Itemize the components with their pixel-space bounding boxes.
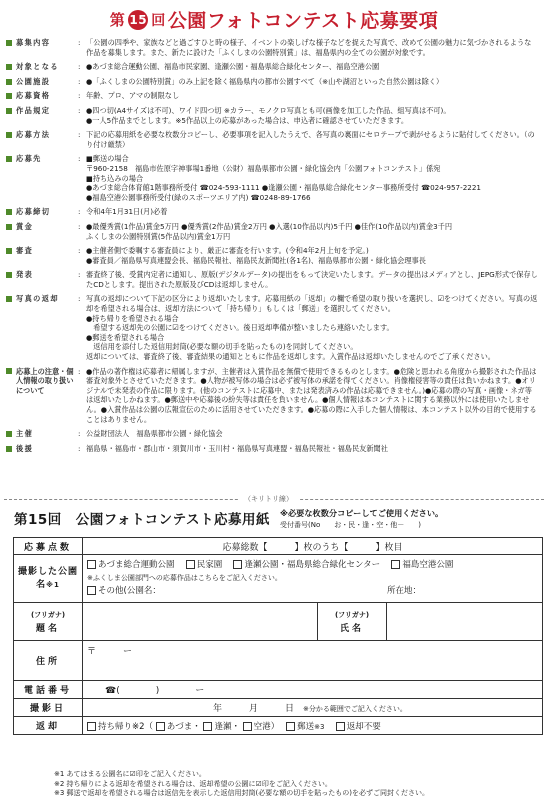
requirement-line: ●持ち帰りを希望される場合 [86,313,179,323]
requirement-row: 応募先 : ■郵送の場合 〒960-2158 福島市佐原字神事場1番地（公財）福島県都市公園・緑化協会内「公園フォトコンテスト」係宛 ■持ち込みの場合 ●あづま総合体育館1階事務所受付 ☎024-593-1111 ●逢瀬公園・福島県総合緑化センター事務所受付 ☎024-957-2221 ●福島空港公園事務所受付(緑のスポーツエリア内) ☎0248-89-1766 [6,154,548,202]
checkbox[interactable] [243,722,252,731]
requirement-content [86,77,538,87]
date-field[interactable]: 年 月 日 ※分かる範囲でご記入ください。 [83,699,543,717]
park-option[interactable]: 民家園 [186,560,223,570]
requirement-content [86,38,538,57]
requirement-label: 募集内容 [16,38,51,47]
requirement-line: ●あづま総合体育館1階事務所受付 ☎024-593-1111 ●逢瀬公園・福島県総合緑化センター事務所受付 ☎024-957-2221 [86,183,481,193]
park-option[interactable]: あづま総合運動公園 [87,560,175,570]
bullet-icon [6,446,12,452]
requirement-row: 作品規定 : ●四つ切(A4サイズは不可)、ワイド四つ切 ※カラー、モノクロ写真とも可(画像を加工した作品、組写真は不可)。 ●一人5作品までとします。※5作品以上の応募があった場合は、申込者に確認させていただきます。 [6,106,548,125]
form-title: 第15回 公園フォトコンテスト応募用紙 [14,512,271,528]
title-label: (フリガナ) 題名 [14,603,83,641]
requirement-row: 応募方法 : 下記の応募用紙を必要な枚数分コピーし、必要事項を記入したうえで、各写真の裏面にセロテープで剥がせるように貼付してください。（のり付け厳禁） [6,130,548,149]
requirement-content [86,130,538,149]
checkbox[interactable] [87,722,96,731]
requirement-line: ●福島空港公園事務所受付(緑のスポーツエリア内) ☎0248-89-1766 [86,192,311,202]
date-label: 撮影日 [14,699,83,717]
park-hint: ※ふくしま公園部門への応募作品はこちらをご記入ください。 [87,574,282,582]
return-pickup[interactable]: 持ち帰り※2 [87,722,145,732]
requirement-label: 応募方法 [16,130,51,140]
checkbox[interactable] [391,560,400,569]
requirement-line: ●一人5作品までとします。※5作品以上の応募があった場合は、申込者に確認させていただきます。 [86,115,409,125]
requirement-content [86,154,538,202]
requirement-line: 〒960-2158 福島市佐原字神事場1番地（公財）福島県都市公園・緑化協会内「公園フォトコンテスト」係宛 [86,163,441,173]
requirement-content [86,207,538,217]
return-mail[interactable]: 郵送※3 [286,722,324,732]
checkbox[interactable] [156,722,165,731]
count-field[interactable]: 応募総数【 】枚のうち【 】枚目 [83,538,543,555]
requirement-label: 主催 [16,429,34,439]
requirement-content [86,294,538,361]
count-label: 応募点数 [14,538,83,555]
requirement-line: 年齢、プロ、アマの制限なし [86,91,180,101]
footnotes [54,770,534,799]
requirement-label: 審査 [16,246,34,256]
cut-line [0,494,548,504]
requirement-label: 応募上の注意・個人情報の取り扱いについて [16,366,74,395]
page-title: 第 15 回 公園フォトコンテスト応募要項 [109,10,439,32]
requirement-line: 返信用を添付した返信用封筒(必要な額の切手を貼ったもの)を同封してください。 [86,342,358,352]
copy-note: ※必要な枚数分コピーしてご使用ください。 [280,508,444,518]
checkbox[interactable] [87,560,96,569]
requirement-content [86,429,538,439]
park-label: 撮影した公園名※1 [14,555,83,603]
edition-badge: 15 [128,10,148,30]
requirement-row: 募集内容 : 「公園の四季や、家族などと過ごすひと時の様子、イベントの楽しげな様子などを捉えた写真で、改めて公園の魅力に気づかされるような作品を募集します。また、新たに設けた「ふくしまの公園特別賞」は、福島県内の全ての公園が対象です。 [6,38,548,57]
return-opt[interactable]: 逢瀬 [203,722,231,732]
requirement-content [86,246,538,265]
form-header [14,508,544,530]
checkbox[interactable] [286,722,295,731]
bullet-icon [6,132,12,138]
footnote: ※3 郵送で返却を希望される場合は返信先を表示した返信用封筒(必要な額の切手を貼ったもの)を必ずご同封ください。 [54,789,430,797]
requirement-line: 福島県・福島市・郡山市・須賀川市・玉川村・福島県写真連盟・福島民報社・福島民友新聞社 [86,443,388,453]
requirement-label: 写真の返却 [16,294,59,304]
bullet-icon [6,248,12,254]
requirement-row: 応募資格 : 年齢、プロ、アマの制限なし [6,91,548,101]
requirement-content [86,270,538,289]
requirements-list [0,38,548,458]
checkbox[interactable] [87,586,96,595]
checkbox[interactable] [186,560,195,569]
name-label: (フリガナ) 氏名 [318,603,387,641]
requirement-content [86,444,538,454]
return-none[interactable]: 返却不要 [336,722,381,732]
requirement-label: 賞金 [16,221,34,231]
bullet-icon [6,209,12,215]
receipt-number: 受付番号(No お・民・逢・空・他－ ) [280,521,422,529]
bullet-icon [6,108,12,114]
requirement-row: 発表 : 審査終了後、受賞内定者に通知し、原版(デジタルデータ)の提出をもって決定いたします。データの提出はメディアとし、JEPG形式で保存したCDとします。提出された原版及びCDは返却しません。 [6,270,548,289]
requirement-line: 返却については、審査終了後、審査結果の通知とともに作品を返却します。入賞作品は返却いたしませんのでご了承ください。 [86,352,495,362]
requirement-line: 希望する返却先の公園に☑をつけてください。後日返却準備が整いましたら連絡いたします。 [86,323,394,333]
phone-field[interactable]: ☎( ) ー [83,681,543,699]
requirement-label: 後援 [16,443,34,453]
cut-line-label: （キリトリ線） [238,494,299,504]
application-form: 応募点数 応募総数【 】枚のうち【 】枚目 撮影した公園名※1 あづま総合運動公園 民家園 逢瀬公園・福島県総合緑化センター 福島空港公園 ※ふくしま公園部門への応募作品はこちらをご記入ください。 その他(公園名： 所在地： (フリガナ) 題名 (フリガナ) 氏名 住所 〒 ー 電話番号 ☎( ) ー 撮影日 年 月 日 ※分かる範囲でご記入ください。 返却 持ち帰り※2（ あづま・ 逢瀬・ 空港） 郵送※3 返却不要 [13,537,543,735]
requirement-line: ●あづま総合運動公園、福島市民家園、逢瀬公園・福島県総合緑化センター、福島空港公園 [86,62,380,72]
requirement-line: ●最優秀賞(1作品)賞金5万円 ●優秀賞(2作品)賞金2万円 ●入選(10作品以内)5千円 ●佳作(10作品以内)賞金3千円 [86,221,453,231]
requirement-content [86,367,538,425]
requirement-content [86,106,538,125]
bullet-icon [6,431,12,437]
requirement-row: 写真の返却 : 写真の返却について下記の区分により返却いたします。応募用紙の「返却」の欄で希望の取り扱いを選択し、☑をつけてください。写真の返却を希望される場合は、返却方法について「持ち帰り」もしくは「郵送」を選択してください。 ●持ち帰りを希望される場合 希望する返却先の公園に☑をつけてください。後日返却準備が整いましたら連絡いたします。 ●郵送を希望される場合 返信用を添付した返信用封筒(必要な額の切手を貼ったもの)を同封してください。 返却については、審査終了後、審査結果の通知とともに作品を返却します。入賞作品は返却いたしませんのでご了承ください。 [6,294,548,361]
requirement-row: 賞金 : ●最優秀賞(1作品)賞金5万円 ●優秀賞(2作品)賞金2万円 ●入選(10作品以内)5千円 ●佳作(10作品以内)賞金3千円 ふくしまの公園特別賞(5作品以内)賞金1万円 [6,222,548,241]
requirement-label: 応募締切 [16,207,51,217]
footnote: ※2 持ち帰りによる返却を希望される場合は、返却希望の公園に☑印をご記入ください。 [54,779,332,788]
bullet-icon [6,93,12,99]
requirement-line: ふくしまの公園特別賞(5作品以内)賞金1万円 [86,231,231,241]
checkbox[interactable] [233,560,242,569]
requirement-row: 主催 : 公益財団法人 福島県都市公園・緑化協会 [6,429,548,439]
park-option[interactable]: 福島空港公園 [391,560,453,570]
address-label: 住所 [14,641,83,681]
bullet-icon [6,64,12,70]
bullet-icon [6,156,12,162]
park-other[interactable]: その他(公園名： [87,585,387,598]
requirement-line: ●「ふくしまの公園特別賞」のみ上記を除く福島県内の都市公園すべて（※山や湖沼といった自然公園は除く） [86,76,444,86]
requirement-row: 対象となる : ●あづま総合運動公園、福島市民家園、逢瀬公園・福島県総合緑化センター、福島空港公園 [6,62,548,72]
requirement-line: 令和4年1月31日(月)必着 [86,207,168,217]
bullet-icon [6,224,12,230]
return-opt[interactable]: 空港 [243,722,271,732]
title-field[interactable] [83,603,318,641]
requirement-line: ●審査員／福島県写真連盟会長、福島民報社、福島民友新聞社(各1名)、福島県都市公園・緑化協会理事長 [86,255,426,265]
requirement-row: 応募上の注意・個人情報の取り扱いについて : ●作品の著作権は応募者に帰属しますが、主催者は入賞作品を無償で使用できるものとします。●危険と思われる角度から撮影された作品は審査対象外とさせていただきます。●人物が被写体の場合は必ず被写体の承諾を得てください。肖像権侵害等の責任は負いかねます。●オリジナルで未発表の作品に限ります。(他のコンテストに応募中、または発表済みの作品は応募できません。)●応募の際の写真・画像・ネガ等は返却いたしかねます。●郵送中や応募後の紛失等は責任を負いません。●個人情報は本コンテストに関する業務以外には使用いたしません。●入賞作品は公園の広報宣伝のために活用させていただきます。●応募の際に入手した個人情報は、本コンテスト以外の目的で使用することはありません。 [6,367,548,425]
requirement-row: 後援 : 福島県・福島市・郡山市・須賀川市・玉川村・福島県写真連盟・福島民報社・福島民友新聞社 [6,444,548,454]
requirement-label: 発表 [16,270,34,280]
checkbox[interactable] [203,722,212,731]
requirement-line: 下記の応募用紙を必要な枚数分コピーし、必要事項を記入したうえで、各写真の裏面にセロテープで剥がせるように貼付してください。（のり付け厳禁） [86,130,535,149]
requirement-content [86,62,538,72]
requirement-line: 写真の返却について下記の区分により返却いたします。応募用紙の「返却」の欄で希望の取り扱いを選択し、☑をつけてください。写真の返却を希望される場合は、返却方法について「持ち帰り」もしくは「郵送」を選択してください。 [86,294,538,314]
name-field[interactable] [387,603,543,641]
requirement-line: ■持ち込みの場合 [86,173,144,183]
requirement-line: 審査終了後、受賞内定者に通知し、原版(デジタルデータ)の提出をもって決定いたします。データの提出はメディアとし、JEPG形式で保存したCDとします。提出された原版及びCDは返却しません。 [86,270,538,289]
requirement-content [86,222,538,241]
phone-label: 電話番号 [14,681,83,699]
requirement-label: 応募資格 [16,91,51,101]
park-location[interactable]: 所在地： [387,586,422,596]
requirement-label: 対象となる [16,62,59,72]
requirement-line: ●郵送を希望される場合 [86,332,165,342]
requirement-content [86,91,538,101]
requirement-label: 作品規定 [16,105,51,115]
requirement-line: ●四つ切(A4サイズは不可)、ワイド四つ切 ※カラー、モノクロ写真とも可(画像を加工した作品、組写真は不可)。 [86,105,451,115]
requirement-line: 「公園の四季や、家族などと過ごすひと時の様子、イベントの楽しげな様子などを捉えた写真で、改めて公園の魅力に気づかされるような作品を募集します。また、新たに設けた「ふくしまの公園特別賞」は、福島県内の全ての公園が対象です。 [86,38,532,57]
requirement-line: 公益財団法人 福島県都市公園・緑化協会 [86,429,223,439]
requirement-line: ■郵送の場合 [86,154,129,164]
requirement-label: 応募先 [16,154,42,164]
requirement-line: ●主催者側で委嘱する審査員により、厳正に審査を行います。(令和4年2月上旬を予定。) [86,246,369,256]
bullet-icon [6,272,12,278]
requirement-row: 応募締切 : 令和4年1月31日(月)必着 [6,207,548,217]
return-opt[interactable]: あづま [156,722,193,732]
requirement-label: 公園施設 [16,76,51,86]
requirement-row: 公園施設 : ●「ふくしまの公園特別賞」のみ上記を除く福島県内の都市公園すべて（※山や湖沼といった自然公園は除く） [6,77,548,87]
address-field[interactable]: 〒 ー [83,641,543,681]
bullet-icon [6,79,12,85]
park-option[interactable]: 逢瀬公園・福島県総合緑化センター [233,560,380,570]
requirement-row: 審査 : ●主催者側で委嘱する審査員により、厳正に審査を行います。(令和4年2月上旬を予定。) ●審査員／福島県写真連盟会長、福島民報社、福島民友新聞社(各1名)、福島県都市公園・緑化協会理事長 [6,246,548,265]
footnote: ※1 あてはまる公園名に☑印をご記入ください。 [54,770,206,778]
bullet-icon [6,368,12,374]
bullet-icon [6,40,12,46]
bullet-icon [6,296,12,302]
return-label: 返却 [14,717,83,735]
checkbox[interactable] [336,722,345,731]
requirement-line: ●作品の著作権は応募者に帰属しますが、主催者は入賞作品を無償で使用できるものとします。●危険と思われる角度から撮影された作品は審査対象外とさせていただきます。●人物が被写体の場合は必ず被写体の承諾を得てください。肖像権侵害等の責任は負いかねます。●オリジナルで未発表の作品に限ります。(他のコンテストに応募中、または発表済みの作品は応募できません。)●応募の際の写真・画像・ネガ等は返却いたしかねます。●郵送中や応募後の紛失等は責任を負いません。●個人情報は本コンテストに関する業務以外には使用いたしません。●入賞作品は公園の広報宣伝のために活用させていただきます。●応募の際に入手した個人情報は、本コンテスト以外の目的で使用することはありません。 [86,366,537,424]
